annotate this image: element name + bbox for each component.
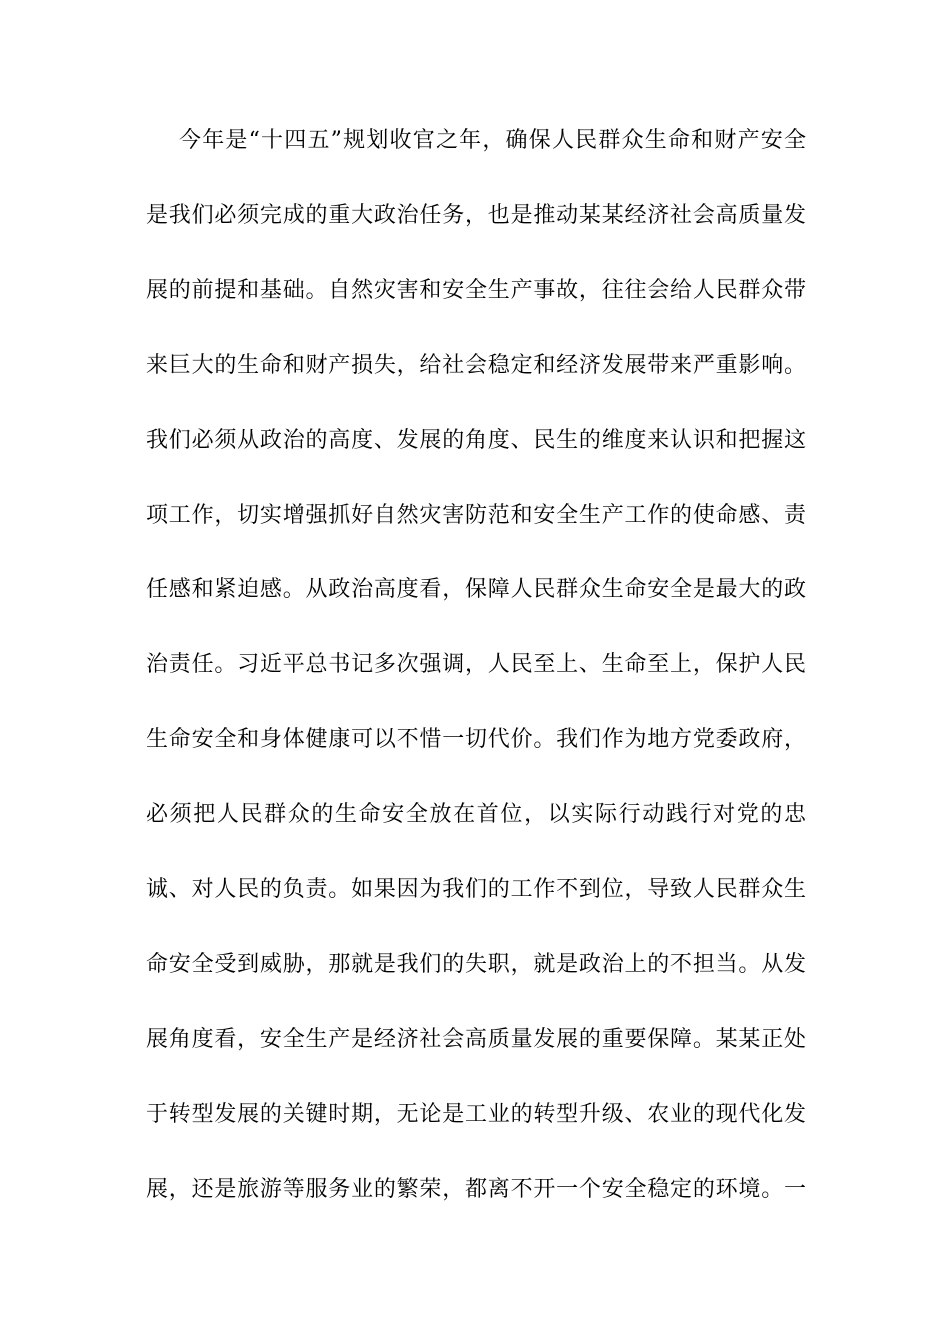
paragraph-line: 命安全受到威胁，那就是我们的失职，就是政治上的不担当。从发 xyxy=(146,952,806,977)
paragraph-line: 治责任。习近平总书记多次强调，人民至上、生命至上，保护人民 xyxy=(146,652,806,677)
paragraph-line: 我们必须从政治的高度、发展的角度、民生的维度来认识和把握这 xyxy=(146,428,806,453)
paragraph-line: 展，还是旅游等服务业的繁荣，都离不开一个安全稳定的环境。一 xyxy=(146,1177,806,1202)
paragraph-line: 诚、对人民的负责。如果因为我们的工作不到位，导致人民群众生 xyxy=(146,877,806,902)
paragraph-line: 展的前提和基础。自然灾害和安全生产事故，往往会给人民群众带 xyxy=(146,278,806,303)
paragraph-line: 生命安全和身体健康可以不惜一切代价。我们作为地方党委政府， xyxy=(146,727,806,752)
paragraph-line: 是我们必须完成的重大政治任务，也是推动某某经济社会高质量发 xyxy=(146,203,806,228)
paragraph-line: 任感和紧迫感。从政治高度看，保障人民群众生命安全是最大的政 xyxy=(146,577,806,602)
paragraph-line: 于转型发展的关键时期，无论是工业的转型升级、农业的现代化发 xyxy=(146,1102,806,1127)
paragraph-line: 来巨大的生命和财产损失，给社会稳定和经济发展带来严重影响。 xyxy=(146,353,806,378)
paragraph-line: 展角度看，安全生产是经济社会高质量发展的重要保障。某某正处 xyxy=(146,1027,806,1052)
paragraph-line: 必须把人民群众的生命安全放在首位，以实际行动践行对党的忠 xyxy=(146,802,806,827)
paragraph-line: 今年是“十四五”规划收官之年，确保人民群众生命和财产安全 xyxy=(179,128,806,153)
paragraph-line: 项工作，切实增强抓好自然灾害防范和安全生产工作的使命感、责 xyxy=(146,503,806,528)
